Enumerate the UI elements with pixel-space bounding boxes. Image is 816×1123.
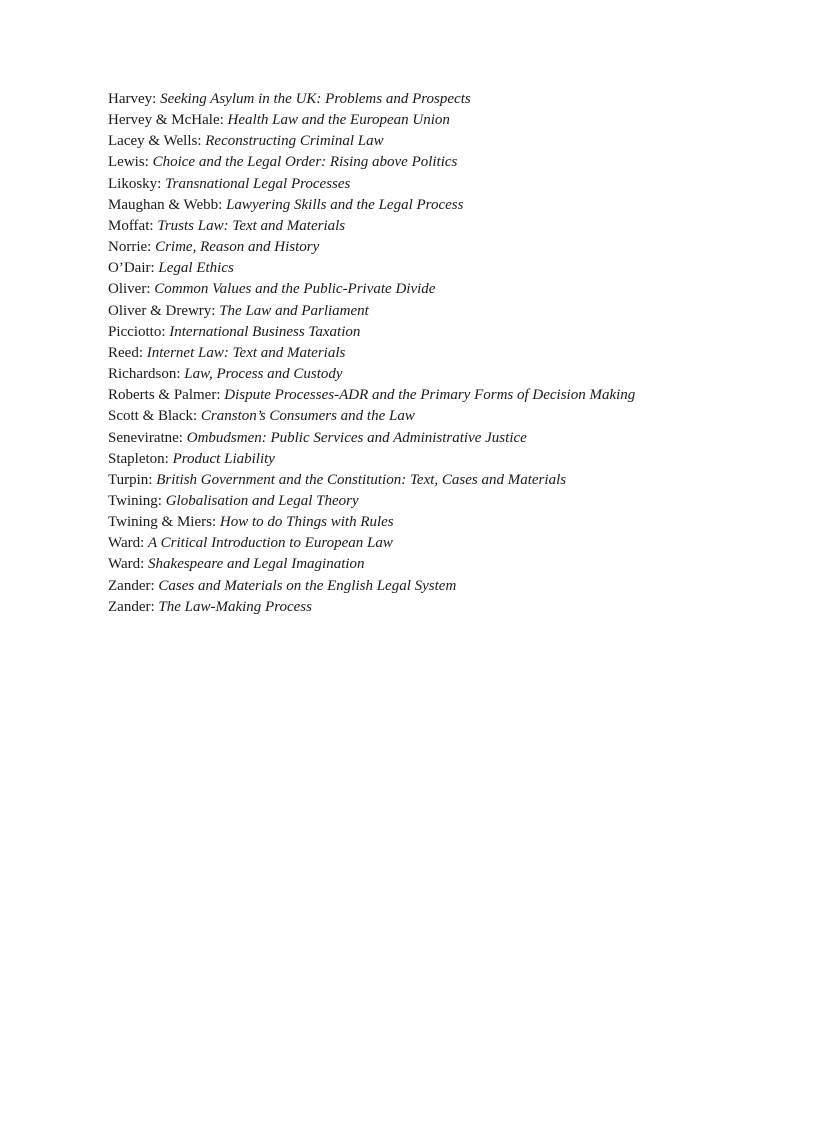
book-title: Choice and the Legal Order: Rising above Politics <box>152 154 458 171</box>
book-entry <box>108 533 635 554</box>
book-entry <box>108 597 635 618</box>
book-title: Globalisation and Legal Theory <box>165 492 359 509</box>
book-title: Internet Law: Text and Materials <box>146 344 346 361</box>
book-title: Shakespeare and Legal Imagination <box>148 556 365 573</box>
book-title: Legal Ethics <box>158 260 234 277</box>
book-entry <box>108 258 635 279</box>
book-author: Twining: <box>108 492 162 509</box>
book-author: Harvey: <box>108 91 157 107</box>
book-author: Oliver & Drewry: <box>108 302 216 319</box>
book-title: Seeking Asylum in the UK: Problems and Prospects <box>160 91 471 107</box>
book-entry <box>108 343 635 364</box>
book-title: The Law-Making Process <box>158 598 312 615</box>
book-author: Ward: <box>108 535 145 552</box>
book-author: Roberts & Palmer: <box>108 387 221 404</box>
book-entry <box>108 174 635 195</box>
book-author: Lewis: <box>108 154 149 171</box>
book-title: Transnational Legal Processes <box>165 175 351 192</box>
book-title: How to do Things with Rules <box>219 514 394 531</box>
book-entry <box>108 322 635 343</box>
book-title: Trusts Law: Text and Materials <box>157 217 346 234</box>
book-author: Scott & Black: <box>108 408 198 425</box>
book-author: Stapleton: <box>108 450 169 467</box>
book-author: Oliver: <box>108 281 151 298</box>
book-author: Moffat: <box>108 217 154 234</box>
book-title: Cranston’s Consumers and the Law <box>200 408 415 425</box>
book-entry <box>108 89 635 110</box>
book-author: Likosky: <box>108 175 162 192</box>
book-entry <box>108 237 635 258</box>
book-author: Lacey & Wells: <box>108 133 202 150</box>
book-entry <box>108 512 635 533</box>
book-title: Product Liability <box>172 450 275 467</box>
book-entry <box>108 301 635 322</box>
book-entry <box>108 428 635 449</box>
book-entry <box>108 131 635 152</box>
book-title: International Business Taxation <box>169 323 361 340</box>
book-author: Seneviratne: <box>108 429 183 446</box>
book-list <box>108 89 635 618</box>
book-entry <box>108 470 635 491</box>
book-title: Common Values and the Public-Private Divide <box>154 281 436 298</box>
book-title: British Government and the Constitution: Text, Cases and Materials <box>156 471 567 488</box>
book-title: The Law and Parliament <box>219 302 369 319</box>
book-entry <box>108 406 635 427</box>
book-title: Cases and Materials on the English Legal System <box>158 577 457 594</box>
book-author: Picciotto: <box>108 323 166 340</box>
book-entry <box>108 576 635 597</box>
book-author: Turpin: <box>108 471 153 488</box>
book-title: A Critical Introduction to European Law <box>148 535 393 552</box>
book-entry <box>108 216 635 237</box>
book-author: Ward: <box>108 556 145 573</box>
book-entry <box>108 554 635 575</box>
book-title: Ombudsmen: Public Services and Administrative Justice <box>186 429 527 446</box>
book-title: Health Law and the European Union <box>227 112 450 129</box>
book-author: Maughan & Webb: <box>108 196 223 213</box>
book-title: Reconstructing Criminal Law <box>205 133 384 150</box>
book-author: Zander: <box>108 598 155 615</box>
book-title: Crime, Reason and History <box>155 239 320 256</box>
book-entry <box>108 110 635 131</box>
book-title: Dispute Processes-ADR and the Primary Forms of Decision Making <box>224 387 636 404</box>
book-title: Law, Process and Custody <box>184 366 343 383</box>
book-author: Norrie: <box>108 239 152 256</box>
book-entry <box>108 491 635 512</box>
book-author: Reed: <box>108 344 143 361</box>
book-title: Lawyering Skills and the Legal Process <box>226 196 464 213</box>
book-entry <box>108 385 635 406</box>
book-entry <box>108 195 635 216</box>
book-author: Hervey & McHale: <box>108 112 224 129</box>
book-author: Zander: <box>108 577 155 594</box>
book-author: Twining & Miers: <box>108 514 217 531</box>
book-author: Richardson: <box>108 366 181 383</box>
book-entry <box>108 279 635 300</box>
book-entry <box>108 449 635 470</box>
book-entry <box>108 152 635 173</box>
book-entry <box>108 364 635 385</box>
book-author: O’Dair: <box>108 260 155 277</box>
